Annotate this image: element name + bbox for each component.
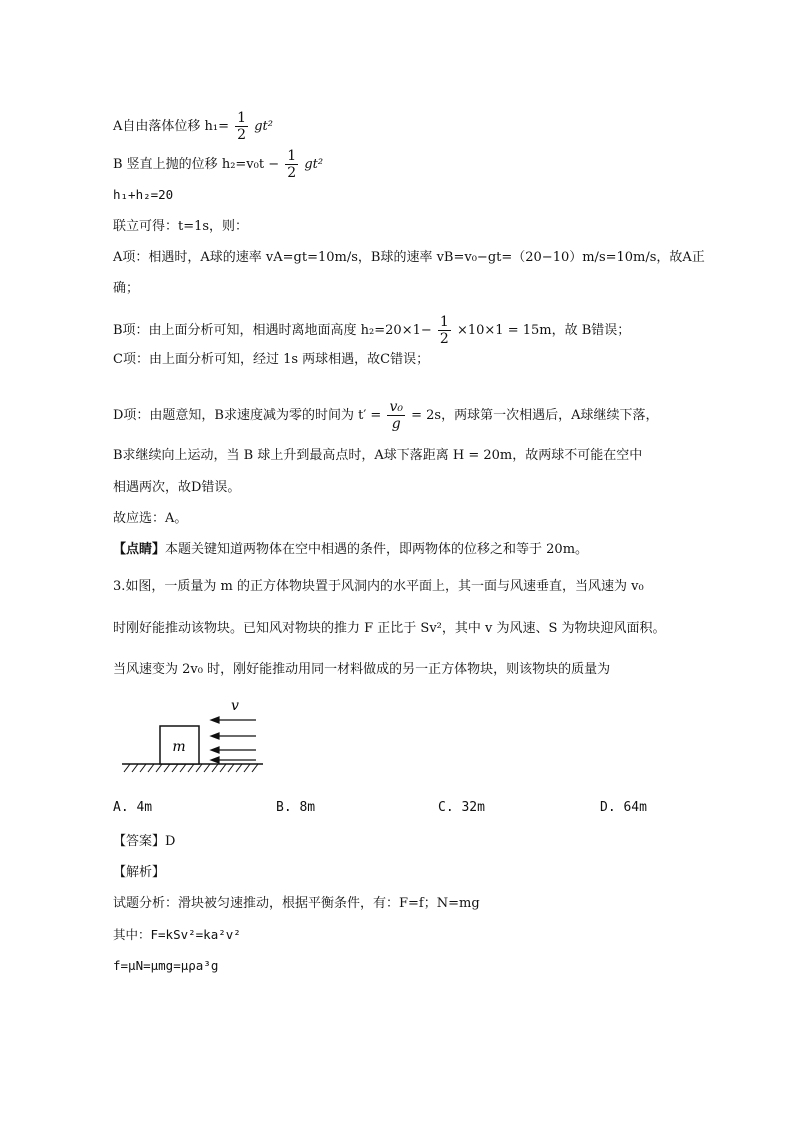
- wind-arrows: [211, 717, 256, 763]
- wind-tunnel-figure: [118, 694, 268, 776]
- line-8: C项：由上面分析可知，经过 1s 两球相遇，故C错误；: [113, 352, 430, 367]
- tip-tag: 【点睛】: [113, 542, 166, 557]
- text: ×10×1 = 15m，故 B错误；: [456, 323, 631, 338]
- text: 本题关键知道两物体在空中相遇的条件，即两物体的位移之和等于 20m。: [165, 542, 589, 557]
- wind-label: v: [231, 698, 239, 714]
- text: A自由落体位移 h₁=: [113, 119, 229, 134]
- fraction: $\frac{1}{2}$: [287, 148, 297, 181]
- line-14: 3.如图，一质量为 m 的正方体物块置于风洞内的水平面上，其一面与风速垂直，当风速为 v₀: [113, 579, 644, 594]
- line-16: 当风速变为 2v₀ 时，刚好能推动用同一材料做成的另一正方体物块，则该物块的质量为: [113, 662, 611, 677]
- line-10: B求继续向上运动，当 B 球上升到最高点时，A球下落距离 H = 20m，故两球不可能在空中: [113, 448, 643, 463]
- choice-b: B. 8m: [276, 800, 316, 815]
- fraction: $\frac{1}{2}$: [439, 314, 449, 347]
- block-label: m: [172, 739, 186, 755]
- line-17: 试题分析：滑块被匀速推动，根据平衡条件，有：F=f；N=mg: [113, 896, 480, 911]
- text: gt²: [304, 157, 324, 172]
- line-13: [113, 541, 588, 559]
- text: D项：由题意知，B求速度减为零的时间为 t′ =: [113, 408, 382, 423]
- text: B 竖直上抛的位移 h₂=v₀t −: [113, 157, 280, 172]
- line-2: [113, 148, 323, 181]
- text: B项：由上面分析可知，相遇时离地面高度 h₂=20×1−: [113, 323, 432, 338]
- line-19: f=μN=μmg=μρa³g: [113, 958, 219, 973]
- line-6: 确；: [113, 281, 140, 296]
- line-18: 其中：F=kSv²=ka²v²: [113, 927, 241, 942]
- text: gt²: [254, 119, 273, 134]
- choice-d: D. 64m: [600, 800, 647, 815]
- fraction: $\frac{\text{v₀}}{g}$: [389, 399, 403, 432]
- text: = 2s，两球第一次相遇后，A球继续下落，: [411, 408, 659, 423]
- analysis-heading: 【解析】: [113, 865, 166, 880]
- ground-hatching: [124, 764, 258, 772]
- line-1: [113, 110, 273, 143]
- choice-a: A. 4m: [113, 800, 153, 815]
- line-11: 相遇两次，故D错误。: [113, 480, 241, 495]
- fraction: $\frac{1}{2}$: [237, 110, 247, 143]
- line-15: 时刚好能推动该物块。已知风对物块的推力 F 正比于 Sv²，其中 v 为风速、S 为物块迎风面积。: [113, 621, 666, 636]
- line-7: [113, 314, 630, 347]
- line-4: 联立可得：t=1s，则：: [113, 219, 249, 234]
- line-5: A项：相遇时，A球的速率 vA=gt=10m/s，B球的速率 vB=v₀−gt=（20−10）m/s=10m/s，故A正: [113, 250, 705, 265]
- answer-line: 【答案】D: [113, 834, 176, 849]
- line-9: [113, 399, 658, 432]
- choice-c: C. 32m: [438, 800, 485, 815]
- line-3: h₁+h₂=20: [113, 187, 174, 202]
- line-12: 故应选：A。: [113, 511, 188, 526]
